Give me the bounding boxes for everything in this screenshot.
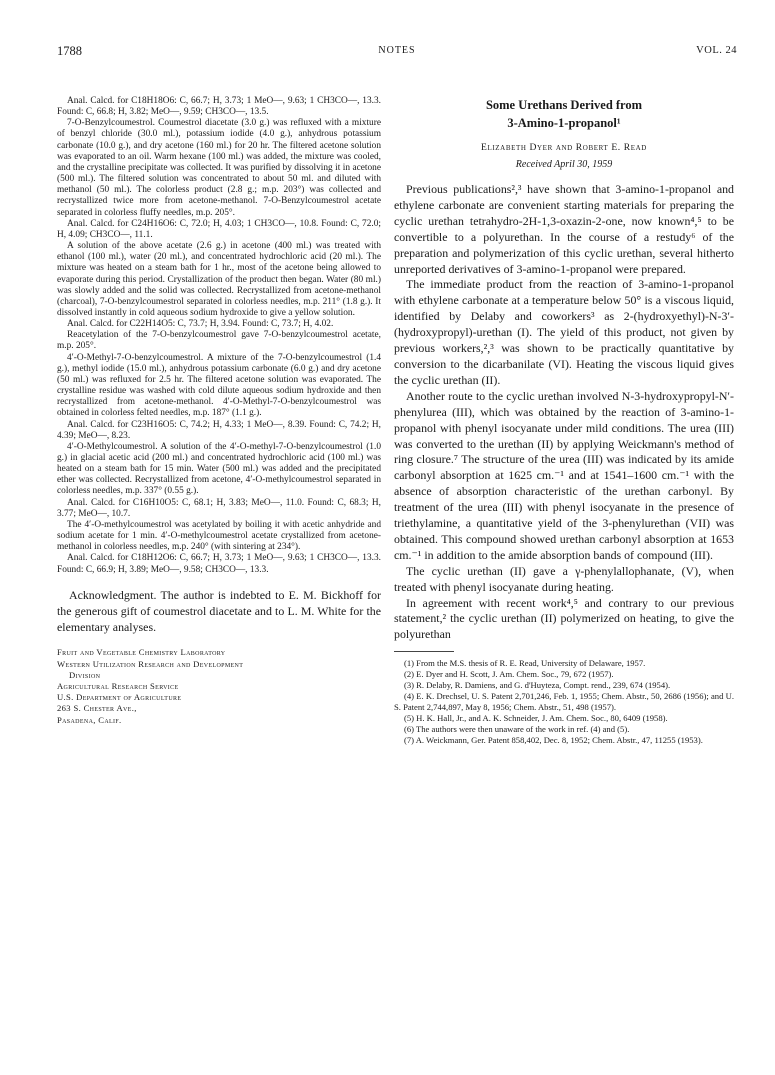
analysis-paragraph: Anal. Calcd. for C22H14O5: C, 73.7; H, 3.94. Found: C, 73.7; H, 4.02. [67, 319, 334, 330]
address-line: Western Utilization Research and Development [57, 658, 244, 669]
footnote: (3) R. Delaby, R. Damiens, and G. d'Huyteza, Compt. rend., 239, 674 (1954). [404, 680, 671, 691]
address-line: 263 S. Chester Ave., [57, 703, 137, 714]
body-paragraph: The immediate product from the reaction of 3-amino-1-propanol with ethylene carbonate at a temperature below 50° is a viscous liquid, identified by Delaby and coworkers³ as 2-(hydroxyethyl)-N-3′-(hydroxypropyl)-urethan (I). The yield of this product, not given by previous workers,²,³ was shown to be practically quantitative by conversion to the dicarbanilate (VI). Heating the viscous liquid gives the cyclic urethan (II). [394, 277, 734, 387]
body-paragraph: Previous publications²,³ have shown that 3-amino-1-propanol and ethylene carbonate are convenient starting materials for preparing the cyclic urethan tetrahydro-2H-1,3-oxazin-2-one, now known⁴,⁵ to be convertible to a polyurethan. In the course of a restudy⁶ of the preparation and polymerization of this cyclic urethan, several hitherto unreported derivatives of 3-amino-1-propanol were prepared. [394, 182, 734, 276]
footnote: (2) E. Dyer and H. Scott, J. Am. Chem. Soc., 79, 672 (1957). [404, 669, 614, 680]
acknowledgment: Acknowledgment. The author is indebted to E. M. Bickhoff for the generous gift of coumestrol diacetate and to L. M. White for the elementary analyses. [57, 587, 381, 634]
analysis-paragraph: Anal. Calcd. for C18H12O6: C, 66.7; H, 3.73; 1 MeO—, 9.63; 1 CH3CO—, 13.3. Found: C, 66.9; H, 3.89; MeO—, 9.58; CH3CO—, 13.3. [57, 553, 381, 575]
analysis-paragraph: Anal. Calcd. for C24H16O6: C, 72.0; H, 4.03; 1 CH3CO—, 10.8. Found: C, 72.0; H, 4.09; CH3CO—, 11.1. [57, 218, 381, 240]
synthesis-paragraph: 4′-O-Methylcoumestrol. A solution of the 4′-O-methyl-7-O-benzylcoumestrol (1.0 g.) in glacial acetic acid (200 ml.) and concentrated hydrochloric acid (100 ml.) was heated on a steam bath for 15 min. Water (500 ml.) was added and the precipitated ether was collected. Recrystallized from acetone, 4′-O-methylcoumestrol separated in colorless needles, m.p. 337° (0.55 g.). [57, 441, 381, 497]
running-head: NOTES [378, 45, 416, 56]
page-header [57, 44, 737, 60]
synthesis-paragraph: 4′-O-Methyl-7-O-benzylcoumestrol. A mixture of the 7-O-benzylcoumestrol (1.4 g.), methyl iodide (15.0 ml.), anhydrous potassium carbonate (6.0 g.) and dry acetone (50 ml.) was refluxed for 2.5 hr. The filtered acetone solution was evaporated. The crystalline residue was washed with cold dilute aqueous sodium hydroxide and then recrystallized from acetone-methanol. 4′-O-Methyl-7-O-benzylcoumestrol was obtained in colorless felted needles, m.p. 187° (1.1 g.). [57, 352, 381, 419]
footnote: (4) E. K. Drechsel, U. S. Patent 2,701,246, Feb. 1, 1955; Chem. Abstr., 50, 2686 (1956); and U. S. Patent 2,744,897, May 8, 1956; Chem. Abstr., 51, 498 (1957). [394, 691, 734, 712]
address-line: Pasadena, Calif. [57, 714, 122, 725]
right-column [394, 96, 734, 746]
synthesis-paragraph: 7-O-Benzylcoumestrol. Coumestrol diacetate (3.0 g.) was refluxed with a mixture of benzyl chloride (30.0 ml.), potassium iodide (4.0 g.), anhydrous potassium carbonate (10.0 g.), and dry acetone (160 ml.) for 20 hr. The filtered acetone solution was evaporated to an oil. Warm hexane (100 ml.) was added, the mixture was cooled, and the crystalline precipitate was collected. It was purified by dissolving it in acetone (500 ml.). The filtered solution was concentrated to about 50 ml. and diluted with methanol (50 ml.). The colorless product (2.8 g.; m.p. 203°) was collected and recrystallized twice more from acetone-methanol. 7-O-Benzylcoumestrol acetate separated in colorless fluffy needles, m.p. 205°. [57, 118, 381, 218]
footnote: (6) The authors were then unaware of the work in ref. (4) and (5). [404, 723, 630, 734]
body-paragraph: In agreement with recent work⁴,⁵ and contrary to our previous statement,² the cyclic urethan (II) polymerized on heating, to give the polyurethan [394, 595, 734, 642]
footnote: (7) A. Weickmann, Ger. Patent 858,402, Dec. 8, 1952; Chem. Abstr., 47, 11255 (1953). [404, 734, 703, 745]
volume-label: VOL. 24 [696, 45, 737, 56]
authors: Elizabeth Dyer and Robert E. Read [481, 142, 647, 153]
synthesis-paragraph: A solution of the above acetate (2.6 g.) in acetone (400 ml.) was treated with ethanol (100 ml.), water (20 ml.), and concentrated hydrochloric acid (20 ml.). The mixture was heated on a steam bath for 1 hr., most of the acetone being allowed to evaporate during this period. Crystallization of the product then began. Water (80 ml.) was slowly added and the solid was collected. Recrystallized from acetone-methanol (charcoal), 7-O-benzylcoumestrol separated in colorless needles, m.p. 211° (1.8 g.). It dissolved instantly in cold aqueous sodium hydroxide to give a yellow solution. [57, 241, 381, 318]
footnote: (1) From the M.S. thesis of R. E. Read, University of Delaware, 1957. [404, 658, 646, 669]
address-line: Agricultural Research Service [57, 681, 179, 692]
synthesis-paragraph: Reacetylation of the 7-O-benzylcoumestrol gave 7-O-benzylcoumestrol acetate, m.p. 205°. [57, 330, 381, 352]
synthesis-paragraph: The 4′-O-methylcoumestrol was acetylated by boiling it with acetic anhydride and sodium acetate for 1 min. 4′-O-methylcoumestrol acetate crystallized from acetone-methanol in colorless needles, m.p. 240° (with sintering at 234°). [57, 519, 381, 553]
body-paragraph: The cyclic urethan (II) gave a γ-phenylallophanate, (V), when treated with phenyl isocyanate during heating. [394, 563, 734, 594]
analysis-paragraph: Anal. Calcd. for C23H16O5: C, 74.2; H, 4.33; 1 MeO—, 8.39. Found: C, 74.2; H, 4.39; MeO—, 8.23. [57, 419, 381, 441]
received-date: Received April 30, 1959 [515, 159, 613, 170]
address-line: U.S. Department of Agriculture [57, 692, 182, 703]
left-column [57, 96, 381, 726]
affiliation-address [57, 647, 381, 725]
footnote-divider [394, 651, 454, 652]
analysis-paragraph: Anal. Calcd. for C18H18O6: C, 66.7; H, 3.73; 1 MeO—, 9.63; 1 CH3CO—, 13.3. Found: C, 66.8; H, 3.82; MeO—, 9.59; CH3CO—, 13.5. [57, 96, 381, 118]
page-number: 1788 [57, 44, 82, 58]
body-paragraph: Another route to the cyclic urethan involved N-3-hydroxypropyl-N′-phenylurea (III), which was obtained by the reaction of 3-amino-1-propanol with phenyl isocyanate under mild conditions. The urea (III) was converted to the urethan (II) by applying Weickmann's method of ring closure.⁷ The structure of the urea (III) was indicated by its amide carbonyl absorption at 1625 cm.⁻¹ and at 1541–1600 cm.⁻¹ with the absence of absorption characteristic of the urethan carbonyl. By treatment of the urea (III) with phenyl isocyanate in the presence of triethylamine, a quantitative yield of the 3-phenylurethan (VII) was obtained. This compound showed urethan carbonyl absorption at 1653 cm.⁻¹ in addition to the amide absorption bands of compound (III). [394, 388, 734, 562]
analysis-paragraph: Anal. Calcd. for C16H10O5: C, 68.1; H, 3.83; MeO—, 11.0. Found: C, 68.3; H, 3.77; MeO—, 10.7. [57, 497, 381, 519]
address-line: Fruit and Vegetable Chemistry Laboratory [57, 647, 226, 658]
footnote: (5) H. K. Hall, Jr., and A. K. Schneider, J. Am. Chem. Soc., 80, 6409 (1958). [404, 712, 668, 723]
article-title-line: 3-Amino-1-propanol¹ [507, 116, 621, 130]
article-title-line: Some Urethans Derived from [485, 98, 643, 112]
address-line: Division [69, 669, 101, 680]
